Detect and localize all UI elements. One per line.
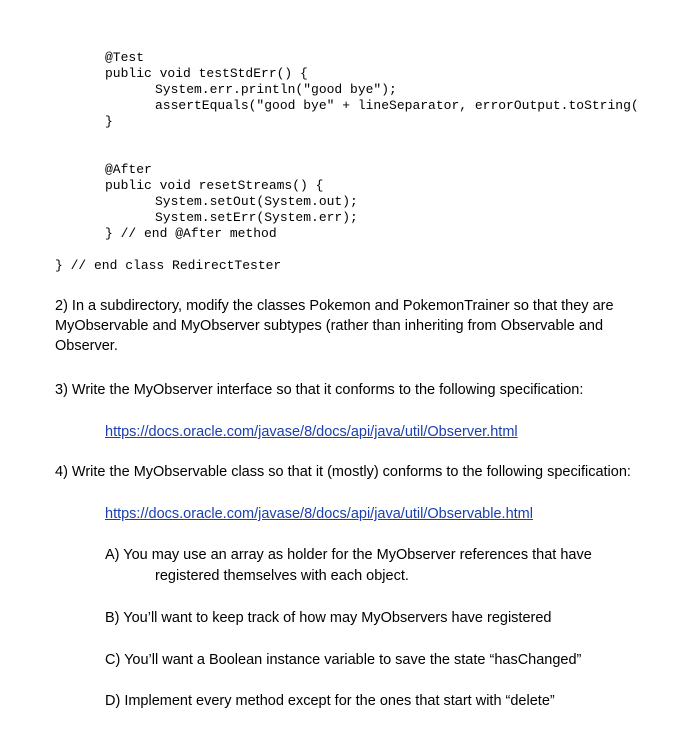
question-4: 4) Write the MyObservable class so that it (mostly) conforms to the following specification: bbox=[55, 464, 631, 480]
sub-item-a-line2: registered themselves with each object. bbox=[155, 568, 409, 584]
code-closing-brace: } bbox=[105, 114, 113, 129]
code-class-end-comment: } // end class RedirectTester bbox=[55, 258, 282, 273]
code-statement: assertEquals("good bye" + lineSeparator, errorOutput.toString( bbox=[155, 98, 639, 113]
sub-item-d: D) Implement every method except for the ones that start with “delete” bbox=[105, 693, 555, 709]
code-statement: System.setErr(System.err); bbox=[155, 210, 358, 225]
sub-item-b: B) You’ll want to keep track of how may MyObservers have registered bbox=[105, 610, 552, 626]
question-3: 3) Write the MyObserver interface so that it conforms to the following specification: bbox=[55, 382, 584, 398]
code-method-signature: public void resetStreams() { bbox=[105, 178, 324, 193]
code-annotation-test: @Test bbox=[105, 50, 145, 65]
observable-spec-link[interactable]: https://docs.oracle.com/javase/8/docs/api/java/util/Observable.html bbox=[105, 506, 533, 522]
code-annotation-after: @After bbox=[105, 162, 152, 177]
question-2: 2) In a subdirectory, modify the classes Pokemon and PokemonTrainer so that they are MyObservable and MyObserver subtypes (rather than inheriting from Observable and Observer. bbox=[55, 298, 614, 354]
observer-spec-link[interactable]: https://docs.oracle.com/javase/8/docs/api/java/util/Observer.html bbox=[105, 424, 518, 440]
sub-item-c: C) You’ll want a Boolean instance variable to save the state “hasChanged” bbox=[105, 652, 582, 668]
code-closing-comment: } // end @After method bbox=[105, 226, 277, 241]
code-statement: System.setOut(System.out); bbox=[155, 194, 358, 209]
sub-item-a-line1: A) You may use an array as holder for the MyObserver references that have bbox=[105, 547, 592, 563]
code-method-signature: public void testStdErr() { bbox=[105, 66, 308, 81]
sub-item-a bbox=[105, 545, 665, 587]
code-statement: System.err.println("good bye"); bbox=[155, 82, 397, 97]
